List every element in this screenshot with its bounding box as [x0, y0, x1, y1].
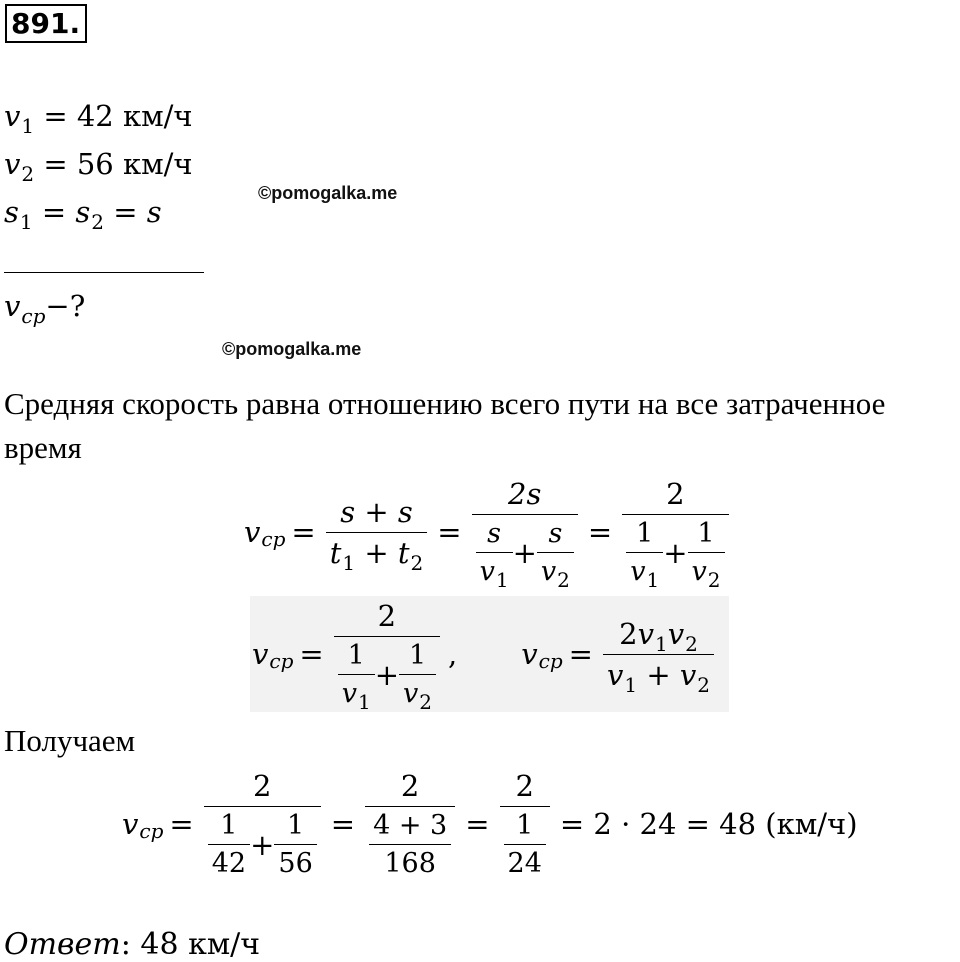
eq-sign: =	[32, 195, 76, 229]
s-over-v2: $\frac{s}{v_2}$	[537, 518, 574, 587]
fraction-s-plus-s-over-t-sum	[326, 494, 428, 575]
one-over-v2: $\frac{1}{v_2}$	[688, 518, 725, 587]
equals-sign: =	[437, 515, 462, 549]
v1-value: = 42 км/ч	[34, 99, 193, 133]
given-s	[4, 195, 162, 234]
fraction-denominator	[622, 518, 728, 592]
v1-var: v	[4, 99, 21, 133]
given-divider	[4, 272, 204, 273]
v1-sub: 1	[21, 114, 35, 138]
find-line	[4, 289, 86, 328]
fraction-2-over-7-168: $\frac{2}{\frac{4 + 3}{168}}$	[365, 769, 455, 879]
equals-sign: =	[568, 637, 593, 671]
watermark: ©pomogalka.me	[258, 183, 398, 203]
v2-var: v	[4, 147, 21, 181]
problem-number: 891.	[5, 4, 87, 43]
equals-sign: =	[169, 807, 194, 841]
explanation-line-1: Средняя скорость равна отношению всего пути на все затраченное	[4, 386, 886, 421]
given-v1	[4, 99, 193, 138]
answer-label: Ответ	[4, 927, 121, 962]
find-suffix: −?	[45, 289, 86, 323]
answer-colon: :	[120, 927, 131, 962]
plus-sign: +	[512, 535, 537, 570]
vcp-sub: ср	[139, 819, 164, 843]
fraction-bar	[472, 514, 578, 515]
one-over-v1: $\frac{1}{v_1}$	[626, 518, 663, 587]
plus-sign: +	[663, 535, 688, 570]
vcp-var: v	[122, 807, 139, 841]
answer-line	[4, 927, 261, 962]
find-sub: ср	[21, 304, 46, 328]
v2-value: = 56 км/ч	[34, 147, 193, 181]
eq-sign: =	[104, 195, 147, 229]
fraction-2-over-1-24: $\frac{2}{\frac{1}{24}}$	[500, 769, 550, 879]
s1-var: s	[4, 195, 19, 229]
s-var: s	[146, 195, 162, 229]
vcp-sub: ср	[538, 649, 563, 673]
fraction-denominator: $t_1 + t_2$	[329, 535, 424, 575]
answer-value: 48 км/ч	[130, 927, 261, 962]
vcp-var: v	[521, 637, 538, 671]
explanation-line-2: время	[4, 430, 82, 465]
find-var: v	[4, 289, 21, 323]
fraction-numerator: s + s	[340, 494, 413, 529]
equals-sign: =	[465, 807, 490, 841]
s2-var: s	[75, 195, 91, 229]
s-over-v1: $\frac{s}{v_1}$	[476, 518, 513, 587]
fraction-numerator: 2	[666, 477, 685, 511]
vcp-var: v	[244, 515, 261, 549]
fraction-2s-over-s-v-sum	[472, 477, 578, 592]
v2-sub: 2	[21, 162, 35, 186]
s2-sub: 2	[91, 210, 104, 234]
s1-sub: 1	[19, 210, 33, 234]
equals-sign: =	[291, 515, 316, 549]
equals-sign: =	[330, 807, 356, 841]
given-v2	[4, 147, 193, 186]
watermark: ©pomogalka.me	[222, 339, 362, 359]
fraction-bar	[622, 514, 728, 515]
formula-average-speed-forms	[252, 596, 718, 712]
vcp-var: v	[252, 637, 269, 671]
fraction-denominator	[472, 518, 578, 592]
fraction-2-over-reciprocal-sum: 2 $\frac{1}{v_1}$ + $\frac{1}{v_2}$	[334, 599, 440, 709]
result-value: = 2 · 24 = 48 (км/ч)	[559, 807, 858, 841]
result-intro: Получаем	[4, 723, 136, 758]
fraction-numerator: 2s	[508, 477, 542, 511]
equals-sign: =	[587, 515, 613, 549]
formula-calculation	[122, 766, 858, 882]
fraction-2-over-reciprocal-sum	[622, 477, 728, 592]
comma: ,	[448, 637, 458, 671]
fraction-2-over-1-42-plus-1-56: 2 $\frac{1}{42}$ + $\frac{1}{56}$	[204, 769, 321, 879]
vcp-sub: ср	[261, 527, 286, 551]
vcp-sub: ср	[269, 649, 294, 673]
equals-sign: =	[299, 637, 324, 671]
formula-average-speed-derivation	[244, 474, 733, 590]
fraction-2v1v2-over-v-sum: $\frac{2v_1v_2}{v_1 + v_2}$	[603, 617, 714, 692]
fraction-bar	[326, 532, 428, 533]
